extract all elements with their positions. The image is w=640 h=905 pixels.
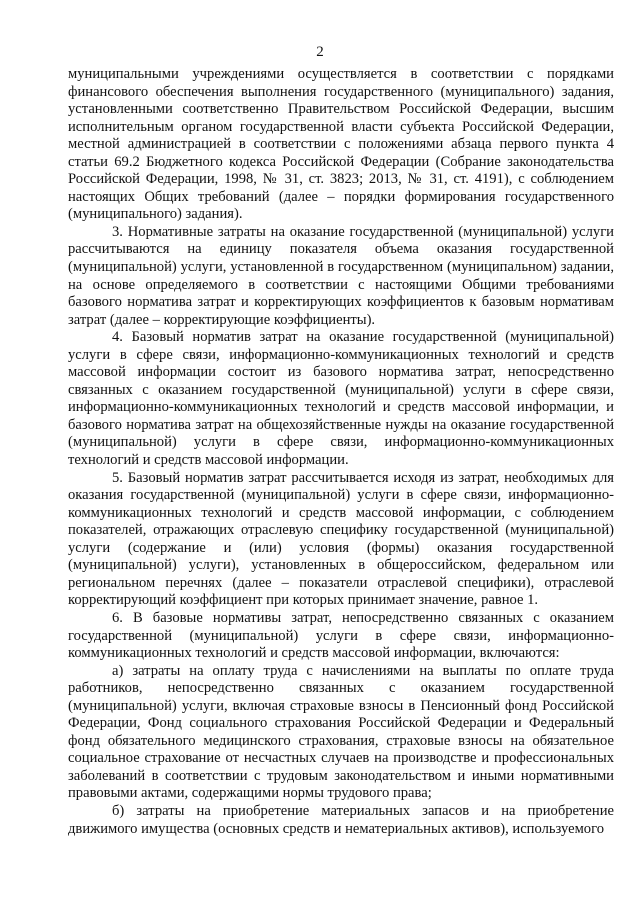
paragraph-item-6: 6. В базовые нормативы затрат, непосредственно связанных с оказанием государственной (муниципальной) услуги в сфере связи, информационно-коммуникационных технологий и средств массовой информации, включаются: (68, 609, 614, 662)
paragraph-item-3: 3. Нормативные затраты на оказание государственной (муниципальной) услуги рассчитываются на единицу показателя объема оказания государственной (муниципальной) услуги, установленной в государственном (муниципальном) задании, на основе определяемого в соответствии с настоящими Общими требованиями базового норматива затрат и корректирующих коэффициентов к базовым нормативам затрат (далее – корректирующие коэффициенты). (68, 223, 614, 328)
paragraph-item-4: 4. Базовый норматив затрат на оказание государственной (муниципальной) услуги в сфере связи, информационно-коммуникационных технологий и средств массовой информации состоит из базового норматива затрат, непосредственно связанных с оказанием государственной (муниципальной) услуги в сфере связи, информационно-коммуникационных технологий и средств массовой информации, и базового норматива затрат на общехозяйственные нужды на оказание государственной (муниципальной) услуги в сфере связи, информационно-коммуникационных технологий и средств массовой информации. (68, 329, 614, 469)
document-body (68, 66, 614, 838)
subparagraph-a: а) затраты на оплату труда с начислениями на выплаты по оплате труда работников, непосредственно связанных с оказанием государственной (муниципальной) услуги, включая страховые взносы в Пенсионный фонд Российской Федерации, Фонд социального страхования Российской Федерации и Федеральный фонд обязательного медицинского страхования, страховые взносы на обязательное социальное страхование от несчастных случаев на производстве и профессиональных заболеваний в соответствии с трудовым законодательством и иными нормативными правовыми актами, содержащими нормы трудового права; (68, 662, 614, 802)
page-number: 2 (316, 44, 324, 60)
paragraph-item-5: 5. Базовый норматив затрат рассчитывается исходя из затрат, необходимых для оказания государственной (муниципальной) услуги в сфере связи, информационно-коммуникационных технологий и средств массовой информации, с соблюдением показателей, отражающих отраслевую специфику государственной (муниципальной) услуги (содержание и (или) условия (формы) оказания государственной (муниципальной) услуги), установленных в общероссийском, федеральном или региональном перечнях (далее – показатели отраслевой специфики), отраслевой корректирующий коэффициент при которых принимает значение, равное 1. (68, 469, 614, 609)
subparagraph-b: б) затраты на приобретение материальных запасов и на приобретение движимого имущества (основных средств и нематериальных активов), используемого (68, 802, 614, 837)
paragraph-continuation: муниципальными учреждениями осуществляется в соответствии с порядками финансового обеспечения выполнения государственного (муниципального) задания, установленными соответственно Правительством Российской Федерации, высшим исполнительным органом государственной власти субъекта Российской Федерации, местной администрацией в соответствии с положениями абзаца первого пункта 4 статьи 69.2 Бюджетного кодекса Российской Федерации (Собрание законодательства Российской Федерации, 1998, № 31, ст. 3823; 2013, № 31, ст. 4191), с соблюдением настоящих Общих требований (далее – порядки формирования государственного (муниципального) задания). (68, 66, 614, 223)
